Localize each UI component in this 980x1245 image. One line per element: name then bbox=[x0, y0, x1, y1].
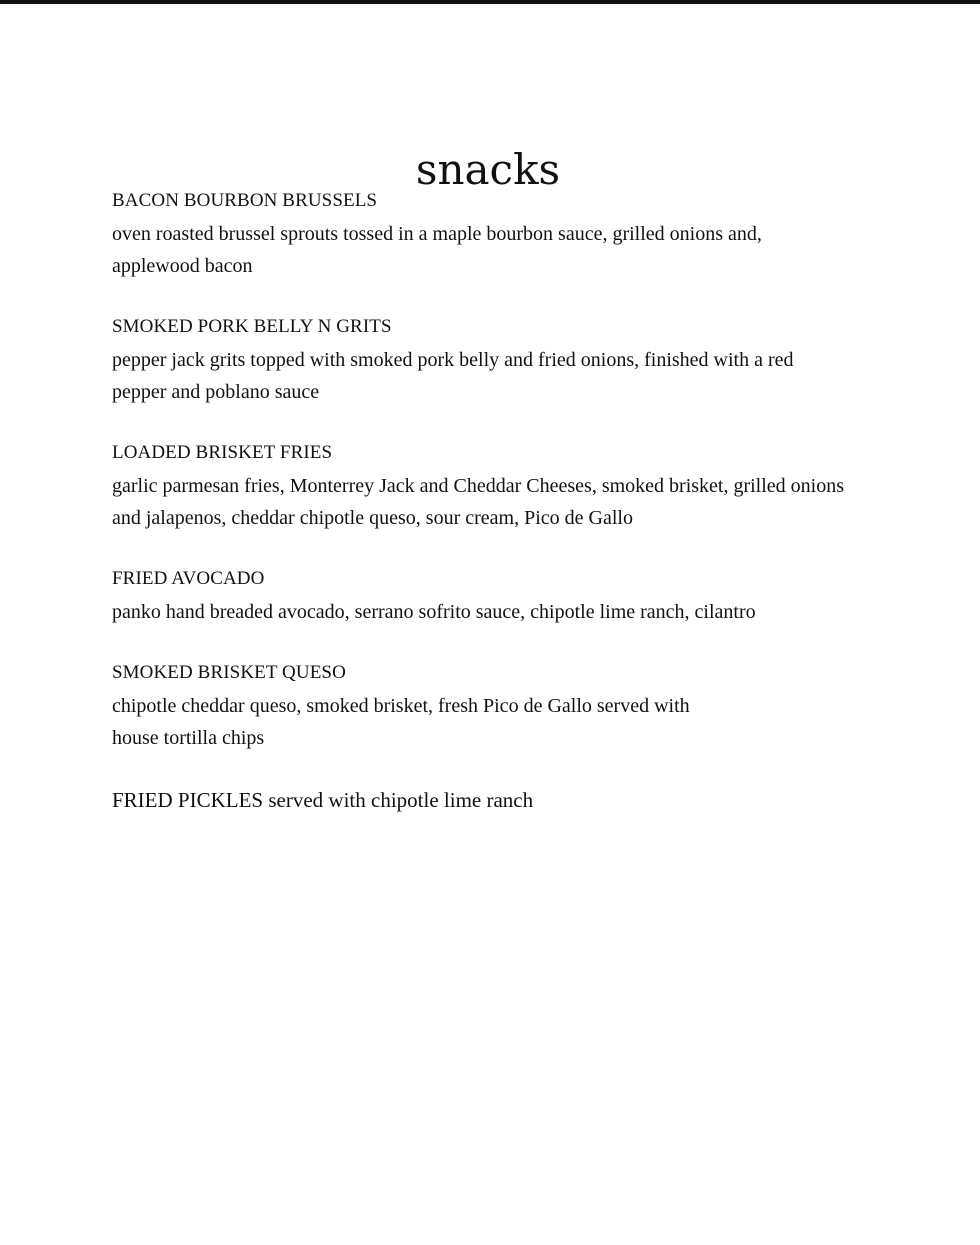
menu-list bbox=[112, 188, 852, 816]
menu-item bbox=[112, 188, 852, 282]
menu-item bbox=[112, 566, 852, 628]
menu-item-name: BACON BOURBON BRUSSELS bbox=[112, 190, 378, 211]
menu-item-description: oven roasted brussel sprouts tossed in a maple bourbon sauce, grilled onions and, applewood bacon bbox=[112, 223, 762, 277]
menu-item-description: garlic parmesan fries, Monterrey Jack and Cheddar Cheeses, smoked brisket, grilled onions and jalapenos, cheddar chipotle queso, sour cream, Pico de Gallo bbox=[112, 475, 845, 529]
menu-item bbox=[112, 440, 852, 534]
menu-item-description: served with chipotle lime ranch bbox=[268, 788, 534, 812]
page-title: snacks bbox=[415, 145, 561, 195]
menu-item-description: panko hand breaded avocado, serrano sofrito sauce, chipotle lime ranch, cilantro bbox=[112, 601, 756, 623]
menu-item-name: SMOKED PORK BELLY N GRITS bbox=[112, 316, 392, 337]
menu-item bbox=[112, 314, 852, 408]
menu-item-description: chipotle cheddar queso, smoked brisket, fresh Pico de Gallo served with house tortilla chips bbox=[112, 695, 690, 749]
menu-item-inline bbox=[112, 784, 852, 816]
menu-item bbox=[112, 660, 852, 754]
menu-item-name: SMOKED BRISKET QUESO bbox=[112, 662, 346, 683]
menu-item-name: FRIED PICKLES bbox=[112, 788, 264, 812]
top-border-rule bbox=[0, 0, 980, 4]
menu-item-name: FRIED AVOCADO bbox=[112, 568, 265, 589]
menu-item-name: LOADED BRISKET FRIES bbox=[112, 442, 333, 463]
menu-item-description: pepper jack grits topped with smoked pork belly and fried onions, finished with a red pepper and poblano sauce bbox=[112, 349, 794, 403]
